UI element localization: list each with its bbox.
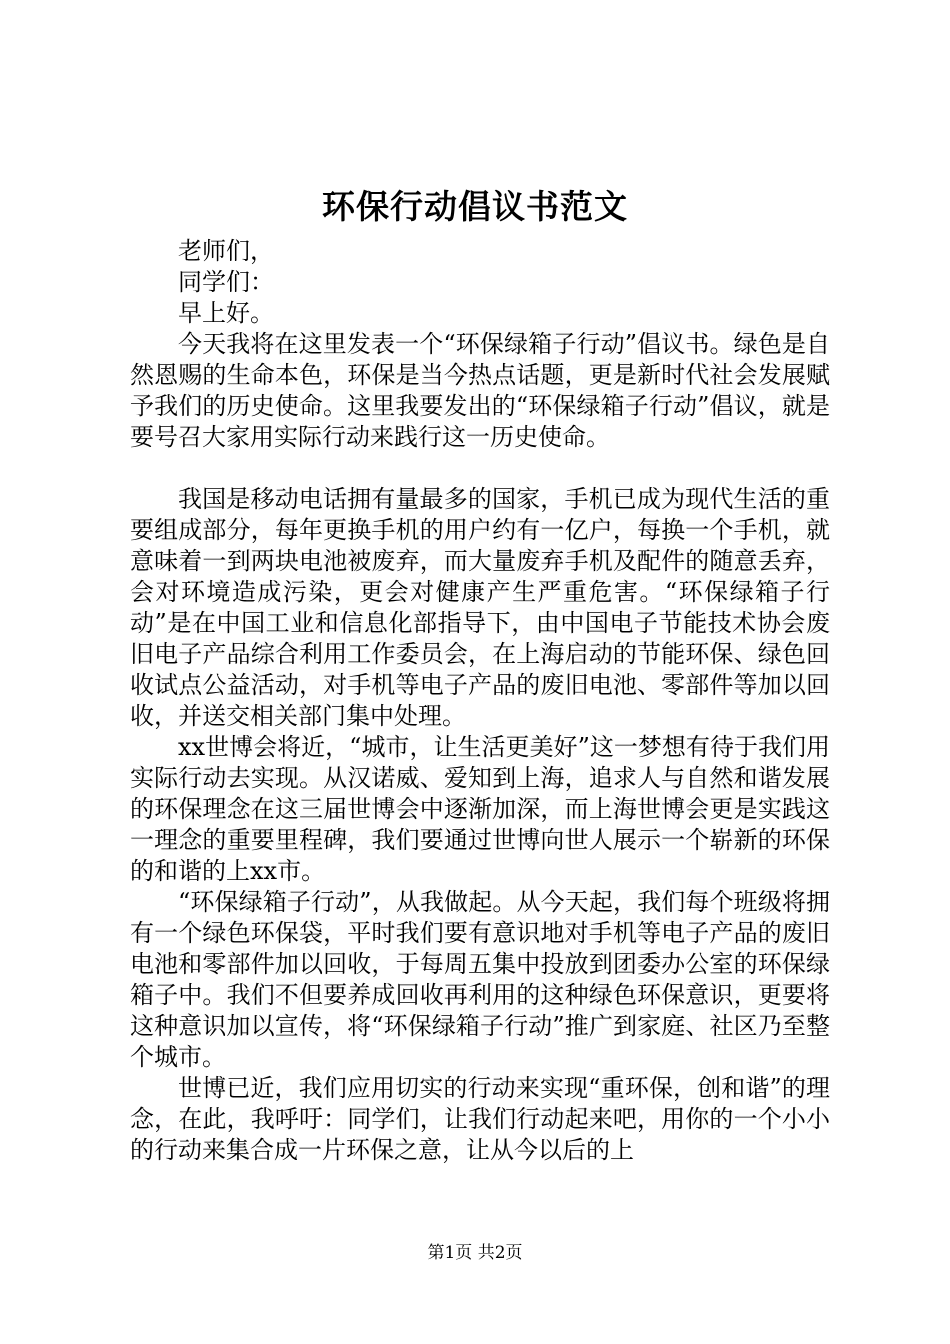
paragraph-mobile-phones: 我国是移动电话拥有量最多的国家，手机已成为现代生活的重要组成部分，每年更换手机的用户约有一亿户，每换一个手机，就意味着一到两块电池被废弃，而大量废弃手机及配件的随意丢弃，会对环境造成污染，更会对健康产生严重危害。“环保绿箱子行动”是在中国工业和信息化部指导下，由中国电子节能技术协会废旧电子产品综合利用工作委员会，在上海启动的节能环保、绿色回收试点公益活动，对手机等电子产品的废旧电池、零部件等加以回收，并送交相关部门集中处理。: [130, 485, 830, 730]
document-body: [130, 236, 830, 1166]
page-number-footer: 第1页 共2页: [427, 1243, 523, 1263]
paragraph-expo: xx世博会将近，“城市，让生活更美好”这一梦想有待于我们用实际行动去实现。从汉诺威、爱知到上海，追求人与自然和谐发展的环保理念在这三届世博会中逐渐加深，而上海世博会更是实践这一理念的重要里程碑，我们要通过世博向世人展示一个崭新的环保的和谐的上xx市。: [130, 733, 830, 885]
salutation-good-morning: 早上好。: [178, 299, 274, 327]
paragraph-green-box-action: “环保绿箱子行动”，从我做起。从今天起，我们每个班级将拥有一个绿色环保袋，平时我们要有意识地对手机等电子产品的废旧电池和零部件加以回收，于每周五集中投放到团委办公室的环保绿箱子中。我们不但要养成回收再利用的这种绿色环保意识，更要将这种意识加以宣传，将“环保绿箱子行动”推广到家庭、社区乃至整个城市。: [130, 888, 830, 1071]
paragraph-appeal: 世博已近，我们应用切实的行动来实现“重环保，创和谐”的理念，在此，我呼吁：同学们，让我们行动起来吧，用你的一个小小的行动来集合成一片环保之意，让从今以后的上: [130, 1074, 830, 1164]
page-title: 环保行动倡议书范文: [322, 187, 628, 226]
salutation-students: 同学们：: [178, 268, 274, 296]
paragraph-intro: 今天我将在这里发表一个“环保绿箱子行动”倡议书。绿色是自然恩赐的生命本色，环保是当今热点话题，更是新时代社会发展赋予我们的历史使命。这里我要发出的“环保绿箱子行动”倡议，就是要号召大家用实际行动来践行这一历史使命。: [130, 330, 830, 451]
salutation-teachers: 老师们，: [178, 237, 274, 265]
